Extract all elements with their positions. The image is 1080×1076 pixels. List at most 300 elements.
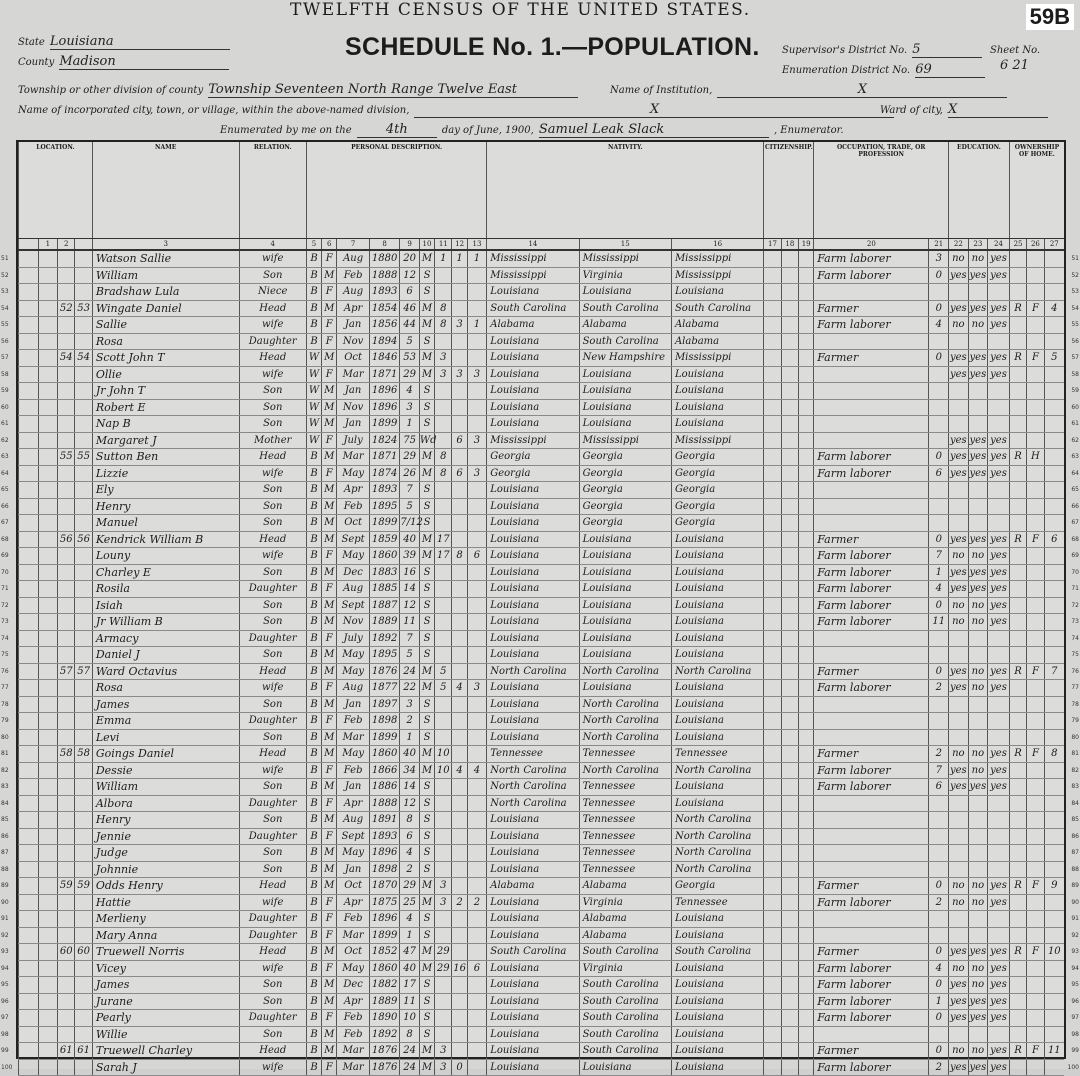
blank-cell bbox=[19, 449, 39, 466]
cell-farm bbox=[1027, 317, 1044, 334]
cell-years-married: 3 bbox=[435, 1043, 452, 1060]
cell-own bbox=[1009, 894, 1026, 911]
cell-own bbox=[1009, 1010, 1026, 1027]
cell-birth-father: North Carolina bbox=[579, 696, 671, 713]
cell-birth-self: Louisiana bbox=[487, 416, 579, 433]
line-number: 91 bbox=[1, 915, 9, 922]
cell-year: 1871 bbox=[369, 449, 399, 466]
cell-months bbox=[929, 482, 949, 499]
cell-own: R bbox=[1009, 944, 1026, 961]
cell-birth-self: Louisiana bbox=[487, 696, 579, 713]
cell-birth-self: Louisiana bbox=[487, 1010, 579, 1027]
cell-birth-self: Tennessee bbox=[487, 746, 579, 763]
cell-month: May bbox=[337, 548, 370, 565]
cell-years-married bbox=[435, 482, 452, 499]
cell-year: 1876 bbox=[369, 1043, 399, 1060]
cell-children-living: 3 bbox=[467, 465, 487, 482]
cell-farm bbox=[1027, 779, 1044, 796]
supervisor-field: Supervisor's District No. 5 bbox=[782, 38, 982, 58]
cell-occupation: Farm laborer bbox=[814, 317, 929, 334]
cell-farm bbox=[1027, 284, 1044, 301]
cell-relation: Mother bbox=[239, 432, 306, 449]
cell-year: 1896 bbox=[369, 399, 399, 416]
cell-name: Willie bbox=[92, 1026, 239, 1043]
cell-house bbox=[1044, 647, 1064, 664]
blank-cell bbox=[19, 366, 39, 383]
cell-color: B bbox=[306, 531, 321, 548]
blank-cell bbox=[19, 960, 39, 977]
cell-own bbox=[1009, 317, 1026, 334]
line-number: 92 bbox=[1, 931, 9, 939]
cell-dwelling bbox=[58, 581, 75, 598]
cell-occupation: Farm laborer bbox=[814, 960, 929, 977]
column-number: 4 bbox=[239, 239, 306, 251]
cell-read bbox=[949, 729, 969, 746]
blank-cell bbox=[764, 432, 781, 449]
cell-own bbox=[1009, 366, 1026, 383]
cell-children-living bbox=[467, 531, 487, 548]
blank-cell bbox=[764, 878, 781, 895]
cell-color: B bbox=[306, 696, 321, 713]
blank-cell bbox=[781, 795, 798, 812]
cell-name: Jennie bbox=[92, 828, 239, 845]
blank-cell bbox=[799, 680, 814, 697]
cell-birth-father: Georgia bbox=[579, 449, 671, 466]
cell-color: B bbox=[306, 614, 321, 631]
cell-english: yes bbox=[988, 597, 1010, 614]
cell-english bbox=[988, 729, 1010, 746]
cell-relation: Son bbox=[239, 614, 306, 631]
cell-birth-mother: Mississippi bbox=[671, 350, 763, 367]
cell-marital: M bbox=[419, 944, 434, 961]
cell-family: 54 bbox=[75, 350, 92, 367]
cell-birth-father: Georgia bbox=[579, 498, 671, 515]
cell-family bbox=[75, 696, 92, 713]
line-number: 68 bbox=[1071, 535, 1079, 543]
cell-house bbox=[1044, 449, 1064, 466]
cell-age: 4 bbox=[400, 911, 420, 928]
cell-birth-mother: Mississippi bbox=[671, 267, 763, 284]
cell-write: yes bbox=[968, 944, 988, 961]
cell-years-married bbox=[435, 333, 452, 350]
cell-children-born bbox=[452, 977, 467, 994]
cell-sex: M bbox=[322, 663, 337, 680]
cell-color: B bbox=[306, 548, 321, 565]
cell-age: 3 bbox=[400, 696, 420, 713]
cell-birth-father: South Carolina bbox=[579, 993, 671, 1010]
cell-birth-mother: Louisiana bbox=[671, 383, 763, 400]
cell-write: no bbox=[968, 317, 988, 334]
cell-house bbox=[1044, 548, 1064, 565]
cell-relation: Son bbox=[239, 993, 306, 1010]
line-number: 55 bbox=[1, 321, 9, 328]
cell-dwelling bbox=[58, 828, 75, 845]
cell-farm bbox=[1027, 993, 1044, 1010]
cell-month: May bbox=[337, 647, 370, 664]
cell-age: 8 bbox=[400, 1026, 420, 1043]
cell-name: Truewell Charley bbox=[92, 1043, 239, 1060]
cell-color: B bbox=[306, 482, 321, 499]
cell-own bbox=[1009, 812, 1026, 829]
cell-birth-mother: Louisiana bbox=[671, 795, 763, 812]
cell-own bbox=[1009, 977, 1026, 994]
cell-sex: F bbox=[322, 284, 337, 301]
cell-birth-mother: Louisiana bbox=[671, 630, 763, 647]
line-number: 57 bbox=[1, 354, 9, 361]
cell-birth-father: Virginia bbox=[579, 267, 671, 284]
cell-write bbox=[968, 861, 988, 878]
column-number: 2 bbox=[58, 239, 75, 251]
line-number: 100 bbox=[1067, 1063, 1079, 1071]
header-occupation: OCCUPATION, TRADE, OR PROFESSION bbox=[814, 142, 949, 239]
cell-children-born bbox=[452, 696, 467, 713]
blank-cell bbox=[799, 1059, 814, 1076]
cell-sex: M bbox=[322, 729, 337, 746]
cell-relation: wife bbox=[239, 317, 306, 334]
cell-english bbox=[988, 828, 1010, 845]
cell-years-married: 5 bbox=[435, 663, 452, 680]
cell-birth-father: North Carolina bbox=[579, 762, 671, 779]
cell-read bbox=[949, 333, 969, 350]
cell-house bbox=[1044, 614, 1064, 631]
line-number: 79 bbox=[1, 717, 9, 724]
cell-months bbox=[929, 498, 949, 515]
cell-read: yes bbox=[949, 680, 969, 697]
cell-english: yes bbox=[988, 250, 1010, 267]
blank-cell bbox=[38, 300, 58, 317]
cell-age: 14 bbox=[400, 581, 420, 598]
cell-english bbox=[988, 498, 1010, 515]
cell-own: R bbox=[1009, 746, 1026, 763]
cell-children-born bbox=[452, 1010, 467, 1027]
cell-farm bbox=[1027, 713, 1044, 730]
cell-dwelling bbox=[58, 993, 75, 1010]
cell-marital: M bbox=[419, 663, 434, 680]
cell-marital: S bbox=[419, 729, 434, 746]
cell-color: B bbox=[306, 317, 321, 334]
cell-years-married: 3 bbox=[435, 366, 452, 383]
county-value: Madison bbox=[59, 54, 229, 70]
cell-birth-mother: Louisiana bbox=[671, 696, 763, 713]
city-field: Name of incorporated city, town, or village, within the above-named division, X bbox=[18, 98, 894, 118]
line-number: 87 bbox=[1, 849, 9, 856]
cell-occupation: Farmer bbox=[814, 1043, 929, 1060]
cell-dwelling bbox=[58, 729, 75, 746]
blank-cell bbox=[764, 548, 781, 565]
cell-relation: Son bbox=[239, 416, 306, 433]
cell-birth-mother: Louisiana bbox=[671, 960, 763, 977]
column-number: 22 bbox=[949, 239, 969, 251]
cell-family bbox=[75, 432, 92, 449]
cell-year: 1854 bbox=[369, 300, 399, 317]
cell-birth-self: Louisiana bbox=[487, 597, 579, 614]
cell-own bbox=[1009, 581, 1026, 598]
cell-birth-father: Alabama bbox=[579, 317, 671, 334]
line-number: 98 bbox=[1071, 1030, 1079, 1038]
cell-name: Ollie bbox=[92, 366, 239, 383]
cell-farm bbox=[1027, 333, 1044, 350]
cell-children-living bbox=[467, 383, 487, 400]
cell-english: yes bbox=[988, 1043, 1010, 1060]
cell-relation: Head bbox=[239, 944, 306, 961]
cell-birth-mother: North Carolina bbox=[671, 845, 763, 862]
cell-year: 1860 bbox=[369, 746, 399, 763]
cell-years-married: 29 bbox=[435, 944, 452, 961]
cell-dwelling bbox=[58, 498, 75, 515]
blank-cell bbox=[764, 317, 781, 334]
cell-farm bbox=[1027, 894, 1044, 911]
blank-cell bbox=[799, 531, 814, 548]
column-number-row bbox=[19, 239, 1065, 251]
cell-month: Feb bbox=[337, 498, 370, 515]
census-title: TWELFTH CENSUS OF THE UNITED STATES. bbox=[290, 0, 751, 20]
cell-house bbox=[1044, 911, 1064, 928]
census-row bbox=[19, 993, 1065, 1010]
cell-name: Ely bbox=[92, 482, 239, 499]
cell-children-living: 1 bbox=[467, 250, 487, 267]
cell-children-born bbox=[452, 614, 467, 631]
cell-years-married bbox=[435, 597, 452, 614]
cell-year: 1880 bbox=[369, 250, 399, 267]
cell-occupation: Farmer bbox=[814, 531, 929, 548]
cell-sex: M bbox=[322, 878, 337, 895]
blank-cell bbox=[38, 795, 58, 812]
cell-relation: Head bbox=[239, 300, 306, 317]
cell-own bbox=[1009, 1026, 1026, 1043]
cell-birth-self: Louisiana bbox=[487, 977, 579, 994]
cell-relation: Son bbox=[239, 383, 306, 400]
cell-family: 55 bbox=[75, 449, 92, 466]
blank-cell bbox=[19, 779, 39, 796]
cell-marital: M bbox=[419, 300, 434, 317]
cell-write: no bbox=[968, 663, 988, 680]
cell-marital: S bbox=[419, 845, 434, 862]
cell-sex: M bbox=[322, 597, 337, 614]
cell-children-living: 6 bbox=[467, 960, 487, 977]
cell-age: 22 bbox=[400, 680, 420, 697]
cell-occupation: Farm laborer bbox=[814, 1010, 929, 1027]
cell-occupation bbox=[814, 729, 929, 746]
cell-age: 12 bbox=[400, 267, 420, 284]
cell-write: yes bbox=[968, 350, 988, 367]
cell-age: 26 bbox=[400, 465, 420, 482]
cell-house bbox=[1044, 366, 1064, 383]
cell-children-born bbox=[452, 399, 467, 416]
blank-cell bbox=[764, 350, 781, 367]
cell-months bbox=[929, 647, 949, 664]
cell-birth-self: South Carolina bbox=[487, 944, 579, 961]
cell-write: yes bbox=[968, 993, 988, 1010]
blank-cell bbox=[781, 531, 798, 548]
cell-dwelling bbox=[58, 713, 75, 730]
line-number: 90 bbox=[1, 898, 9, 906]
cell-birth-self: North Carolina bbox=[487, 762, 579, 779]
cell-month: Apr bbox=[337, 894, 370, 911]
cell-name: Rosila bbox=[92, 581, 239, 598]
line-number: 63 bbox=[1, 453, 9, 460]
cell-age: 24 bbox=[400, 1043, 420, 1060]
blank-cell bbox=[799, 713, 814, 730]
cell-english: yes bbox=[988, 465, 1010, 482]
cell-marital: S bbox=[419, 515, 434, 532]
line-number: 72 bbox=[1071, 601, 1079, 609]
blank-cell bbox=[781, 1043, 798, 1060]
blank-cell bbox=[799, 630, 814, 647]
cell-age: 11 bbox=[400, 614, 420, 631]
cell-birth-mother: Louisiana bbox=[671, 564, 763, 581]
blank-cell bbox=[38, 845, 58, 862]
cell-name: Louny bbox=[92, 548, 239, 565]
census-row bbox=[19, 828, 1065, 845]
cell-english bbox=[988, 647, 1010, 664]
cell-own bbox=[1009, 597, 1026, 614]
cell-children-born bbox=[452, 647, 467, 664]
cell-write: yes bbox=[968, 1059, 988, 1076]
cell-farm bbox=[1027, 383, 1044, 400]
line-number: 74 bbox=[1, 634, 9, 642]
cell-age: 44 bbox=[400, 317, 420, 334]
cell-children-born bbox=[452, 729, 467, 746]
blank-cell bbox=[764, 449, 781, 466]
census-row bbox=[19, 482, 1065, 499]
census-row bbox=[19, 795, 1065, 812]
blank-cell bbox=[764, 680, 781, 697]
cell-write: yes bbox=[968, 465, 988, 482]
cell-house bbox=[1044, 317, 1064, 334]
cell-house bbox=[1044, 845, 1064, 862]
cell-relation: Son bbox=[239, 482, 306, 499]
cell-read bbox=[949, 416, 969, 433]
line-number: 100 bbox=[1, 1063, 13, 1071]
cell-dwelling bbox=[58, 911, 75, 928]
cell-children-born bbox=[452, 927, 467, 944]
cell-write: yes bbox=[968, 779, 988, 796]
cell-write: yes bbox=[968, 300, 988, 317]
cell-birth-father: Louisiana bbox=[579, 680, 671, 697]
blank-cell bbox=[799, 366, 814, 383]
census-row bbox=[19, 779, 1065, 796]
cell-english: yes bbox=[988, 1010, 1010, 1027]
cell-birth-self: Louisiana bbox=[487, 927, 579, 944]
cell-children-born: 4 bbox=[452, 762, 467, 779]
cell-relation: Son bbox=[239, 729, 306, 746]
blank-cell bbox=[38, 944, 58, 961]
blank-cell bbox=[764, 498, 781, 515]
cell-name: Jr John T bbox=[92, 383, 239, 400]
cell-occupation: Farm laborer bbox=[814, 581, 929, 598]
cell-relation: Son bbox=[239, 267, 306, 284]
cell-own bbox=[1009, 861, 1026, 878]
cell-children-living bbox=[467, 564, 487, 581]
cell-children-born bbox=[452, 267, 467, 284]
cell-family bbox=[75, 498, 92, 515]
cell-farm bbox=[1027, 432, 1044, 449]
blank-cell bbox=[19, 548, 39, 565]
cell-english: yes bbox=[988, 663, 1010, 680]
blank-cell bbox=[799, 548, 814, 565]
cell-sex: F bbox=[322, 911, 337, 928]
cell-dwelling bbox=[58, 1059, 75, 1076]
cell-family: 56 bbox=[75, 531, 92, 548]
cell-sex: M bbox=[322, 861, 337, 878]
cell-own: R bbox=[1009, 531, 1026, 548]
cell-farm bbox=[1027, 515, 1044, 532]
cell-children-born: 8 bbox=[452, 548, 467, 565]
cell-children-born: 6 bbox=[452, 432, 467, 449]
cell-birth-self: Louisiana bbox=[487, 350, 579, 367]
cell-name: Vicey bbox=[92, 960, 239, 977]
cell-children-born bbox=[452, 383, 467, 400]
cell-years-married bbox=[435, 977, 452, 994]
cell-english: yes bbox=[988, 894, 1010, 911]
line-number: 54 bbox=[1, 304, 9, 312]
cell-birth-mother: Louisiana bbox=[671, 1010, 763, 1027]
blank-cell bbox=[799, 1010, 814, 1027]
cell-house bbox=[1044, 696, 1064, 713]
cell-own bbox=[1009, 647, 1026, 664]
cell-read: no bbox=[949, 960, 969, 977]
blank-cell bbox=[19, 498, 39, 515]
line-number: 60 bbox=[1, 403, 9, 411]
cell-birth-mother: Mississippi bbox=[671, 250, 763, 267]
cell-age: 1 bbox=[400, 729, 420, 746]
blank-cell bbox=[781, 696, 798, 713]
blank-cell bbox=[781, 317, 798, 334]
cell-months bbox=[929, 696, 949, 713]
blank-cell bbox=[781, 1059, 798, 1076]
census-row bbox=[19, 746, 1065, 763]
column-number: 3 bbox=[92, 239, 239, 251]
cell-year: 1846 bbox=[369, 350, 399, 367]
cell-birth-self: North Carolina bbox=[487, 663, 579, 680]
line-number: 96 bbox=[1, 997, 9, 1005]
cell-name: Truewell Norris bbox=[92, 944, 239, 961]
cell-month: July bbox=[337, 630, 370, 647]
cell-children-living bbox=[467, 515, 487, 532]
blank-cell bbox=[781, 845, 798, 862]
cell-color: B bbox=[306, 581, 321, 598]
blank-cell bbox=[799, 614, 814, 631]
cell-dwelling bbox=[58, 284, 75, 301]
cell-marital: S bbox=[419, 828, 434, 845]
line-number: 52 bbox=[1071, 271, 1079, 279]
cell-age: 2 bbox=[400, 713, 420, 730]
cell-age: 53 bbox=[400, 350, 420, 367]
cell-write: yes bbox=[968, 581, 988, 598]
blank-cell bbox=[799, 828, 814, 845]
cell-birth-mother: Georgia bbox=[671, 878, 763, 895]
header-nativity: NATIVITY. bbox=[487, 142, 764, 239]
cell-english bbox=[988, 795, 1010, 812]
blank-cell bbox=[799, 977, 814, 994]
cell-birth-mother: Georgia bbox=[671, 498, 763, 515]
cell-read bbox=[949, 713, 969, 730]
cell-birth-father: Louisiana bbox=[579, 630, 671, 647]
cell-write bbox=[968, 812, 988, 829]
cell-name: Pearly bbox=[92, 1010, 239, 1027]
cell-read: no bbox=[949, 878, 969, 895]
cell-year: 1898 bbox=[369, 861, 399, 878]
cell-year: 1889 bbox=[369, 993, 399, 1010]
line-number: 95 bbox=[1071, 981, 1079, 988]
census-row bbox=[19, 680, 1065, 697]
cell-write: yes bbox=[968, 432, 988, 449]
cell-years-married: 29 bbox=[435, 960, 452, 977]
cell-age: 24 bbox=[400, 1059, 420, 1076]
cell-read bbox=[949, 383, 969, 400]
census-row bbox=[19, 300, 1065, 317]
cell-children-living: 3 bbox=[467, 432, 487, 449]
